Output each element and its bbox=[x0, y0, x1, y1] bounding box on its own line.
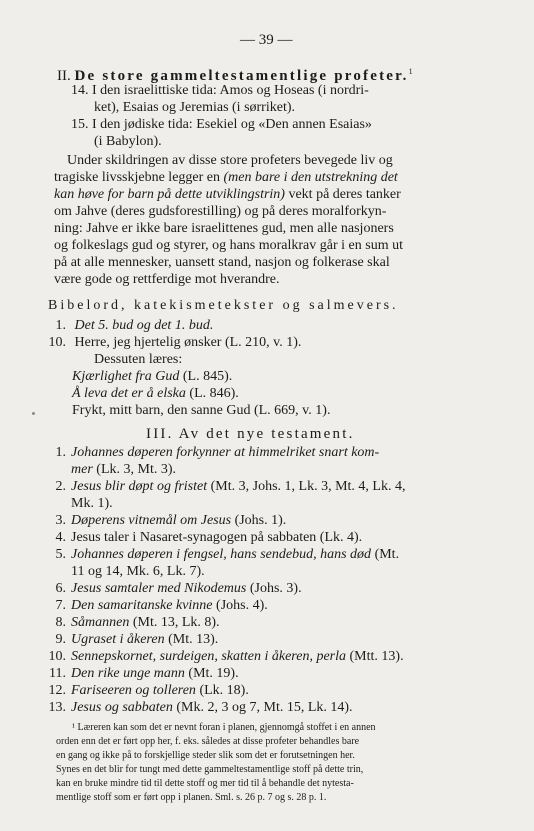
item-number: 7. bbox=[55, 598, 66, 613]
item-text bbox=[71, 547, 399, 562]
item-number: 13. bbox=[48, 700, 66, 715]
item-number: 3. bbox=[55, 513, 66, 528]
item-number: 5. bbox=[55, 547, 66, 562]
text-span: vekt på deres tanker bbox=[284, 187, 401, 202]
item-title: Den rike unge mann bbox=[71, 666, 185, 681]
list-item bbox=[48, 700, 353, 716]
footnote-line: mentlige stoff som er ført opp i planen. Sml. s. 26 p. 7 og s. 28 p. 1. bbox=[56, 792, 327, 803]
list-item bbox=[48, 666, 239, 682]
item-title: Døperens vitnemål om Jesus bbox=[71, 513, 232, 528]
item-text-continuation: (i Babylon). bbox=[94, 134, 162, 149]
paragraph-line bbox=[54, 187, 401, 203]
paragraph-line bbox=[54, 170, 398, 186]
item-text: I den jødiske tida: Esekiel og «Den annen Esaias» bbox=[92, 117, 372, 132]
item-number: 8. bbox=[55, 615, 66, 630]
item-reference: Jesus taler i Nasaret-synagogen på sabbaten (Lk. 4). bbox=[71, 530, 363, 545]
section-heading-2 bbox=[57, 64, 413, 84]
item-reference: (Mt. 13, Lk. 8). bbox=[129, 615, 220, 630]
paragraph-line: på at alle mennesker, uansett stand, nasjon og folkerase skal bbox=[54, 255, 390, 270]
paragraph-line: om Jahve (deres gudsforestilling) og på deres moralforkyn- bbox=[54, 204, 387, 219]
list-item bbox=[71, 83, 369, 99]
footnote-marker: 1 bbox=[408, 67, 413, 76]
paragraph-line: og folkeslags gud og styrer, og hans moralkrav går i en sum ut bbox=[54, 238, 403, 253]
footnote-line: kan en bruke mindre tid til dette stoff og mer tid til å behandle det nytesta- bbox=[56, 778, 354, 789]
item-text bbox=[71, 598, 268, 613]
item-reference: 11 og 14, Mk. 6, Lk. 7). bbox=[71, 564, 205, 579]
hymn-title: Kjærlighet fra Gud bbox=[72, 369, 180, 384]
item-title: Johannes døperen i fengsel, hans sendebud, hans død bbox=[71, 547, 372, 562]
item-text bbox=[71, 479, 405, 494]
list-item bbox=[48, 318, 213, 334]
section-heading-3: III. Av det nye testament. bbox=[146, 426, 355, 442]
item-number: 1. bbox=[55, 318, 66, 333]
item-text-continuation bbox=[71, 462, 176, 478]
list-item bbox=[48, 581, 302, 597]
item-title: Sennepskornet, surdeigen, skatten i åkeren, perla bbox=[71, 649, 347, 664]
item-title: Såmannen bbox=[71, 615, 130, 630]
item-number: 6. bbox=[55, 581, 66, 596]
paragraph-line: være gode og rettferdige mot hverandre. bbox=[54, 272, 280, 287]
section-heading-bible: Bibelord, katekismetekster og salmevers. bbox=[48, 298, 399, 313]
list-item bbox=[48, 632, 218, 648]
item-reference: Mk. 1). bbox=[71, 496, 113, 511]
item-text bbox=[71, 513, 286, 528]
item-title: Ugraset i åkeren bbox=[71, 632, 165, 647]
page-speck bbox=[32, 412, 35, 415]
hymn-line bbox=[72, 386, 239, 402]
item-reference: (Mtt. 13). bbox=[346, 649, 404, 664]
item-reference: (Johs. 1). bbox=[231, 513, 287, 528]
item-text bbox=[71, 683, 249, 698]
item-number: 11. bbox=[49, 666, 66, 681]
item-title: Johannes døperen forkynner at himmelriket snart kom- bbox=[71, 445, 380, 460]
item-reference: (Lk. 3, Mt. 3). bbox=[92, 462, 176, 477]
section-heading-2-numeral: II. bbox=[57, 68, 71, 84]
item-text-continuation: ket), Esaias og Jeremias (i sørriket). bbox=[94, 100, 295, 115]
item-reference: (Johs. 3). bbox=[246, 581, 302, 596]
footnote-line: ¹ Læreren kan som det er nevnt foran i planen, gjennomgå stoffet i en annen bbox=[72, 722, 376, 733]
item-number: 4. bbox=[55, 530, 66, 545]
item-reference: (Mt. 19). bbox=[184, 666, 239, 681]
hymn-line bbox=[72, 369, 232, 385]
hymn-title: Å leva det er å elska bbox=[72, 386, 186, 401]
item-title: Fariseeren og tolleren bbox=[71, 683, 196, 698]
item-number: 12. bbox=[48, 683, 66, 698]
item-reference: (Mt. 3, Johs. 1, Lk. 3, Mt. 4, Lk. 4, bbox=[207, 479, 406, 494]
item-number: 1. bbox=[55, 445, 66, 460]
item-text bbox=[71, 700, 353, 715]
item-title: Jesus blir døpt og fristet bbox=[71, 479, 208, 494]
list-item bbox=[71, 117, 372, 133]
item-reference: (Mt. 13). bbox=[164, 632, 219, 647]
item-reference: (Mt. bbox=[371, 547, 400, 562]
item-reference: (Mk. 2, 3 og 7, Mt. 15, Lk. 14). bbox=[172, 700, 353, 715]
item-number: 14. bbox=[71, 83, 89, 98]
text-span: tragiske livsskjebne legger en bbox=[54, 170, 224, 185]
list-item bbox=[48, 615, 220, 631]
paragraph-line: Under skildringen av disse store profeters bevegede liv og bbox=[67, 153, 393, 168]
item-text: Det 5. bud og det 1. bud. bbox=[74, 318, 214, 333]
item-number: 10. bbox=[48, 649, 66, 664]
text-span-italic: (men bare i den utstrekning det bbox=[223, 170, 398, 185]
item-reference: (Johs. 4). bbox=[212, 598, 268, 613]
footnote-line: Synes en det blir for tungt med dette gammeltestamentlige stoff på dette trin, bbox=[56, 764, 364, 775]
footnote-line: en gang og ikke på to forskjellige steder slik som det er forutsetningen her. bbox=[56, 750, 355, 761]
list-item bbox=[48, 445, 379, 461]
item-text bbox=[71, 581, 302, 596]
item-text bbox=[71, 632, 218, 647]
also-learn-label: Dessuten læres: bbox=[94, 352, 183, 367]
hymn-ref: (L. 845). bbox=[179, 369, 233, 384]
list-item bbox=[48, 513, 286, 529]
footnote-line: orden enn det er ført opp her, f. eks. således at disse profeter behandles bare bbox=[56, 736, 360, 747]
list-item bbox=[48, 547, 399, 563]
item-text bbox=[71, 530, 362, 545]
list-item bbox=[48, 479, 405, 495]
list-item bbox=[48, 335, 301, 351]
item-number: 2. bbox=[55, 479, 66, 494]
hymn-line: Frykt, mitt barn, den sanne Gud (L. 669, v. 1). bbox=[72, 403, 331, 418]
item-text bbox=[71, 649, 404, 664]
paragraph-line: ning: Jahve er ikke bare israelittenes gud, men alle nasjoners bbox=[54, 221, 394, 236]
item-text-continuation bbox=[71, 496, 113, 512]
list-item bbox=[48, 530, 362, 546]
item-title: Jesus samtaler med Nikodemus bbox=[71, 581, 247, 596]
page-number: — 39 — bbox=[240, 32, 293, 48]
section-heading-2-title: De store gammeltestamentlige profeter. bbox=[74, 68, 409, 84]
item-text bbox=[71, 445, 379, 460]
item-text: Herre, jeg hjertelig ønsker (L. 210, v. 1). bbox=[74, 335, 302, 350]
item-text: I den israelittiske tida: Amos og Hoseas (i nordri- bbox=[92, 83, 369, 98]
hymn-ref: (L. 846). bbox=[185, 386, 239, 401]
item-number: 10. bbox=[48, 335, 66, 350]
item-title: mer bbox=[71, 462, 93, 477]
item-number: 9. bbox=[55, 632, 66, 647]
item-title: Jesus og sabbaten bbox=[71, 700, 173, 715]
item-reference: (Lk. 18). bbox=[195, 683, 249, 698]
item-text-continuation bbox=[71, 564, 205, 580]
item-title: Den samaritanske kvinne bbox=[71, 598, 213, 613]
item-number: 15. bbox=[71, 117, 89, 132]
list-item bbox=[48, 598, 268, 614]
item-text bbox=[71, 615, 220, 630]
list-item bbox=[48, 649, 404, 665]
list-item bbox=[48, 683, 249, 699]
text-span-italic: kan høve for barn på dette utviklingstrin) bbox=[54, 187, 285, 202]
item-text bbox=[71, 666, 239, 681]
